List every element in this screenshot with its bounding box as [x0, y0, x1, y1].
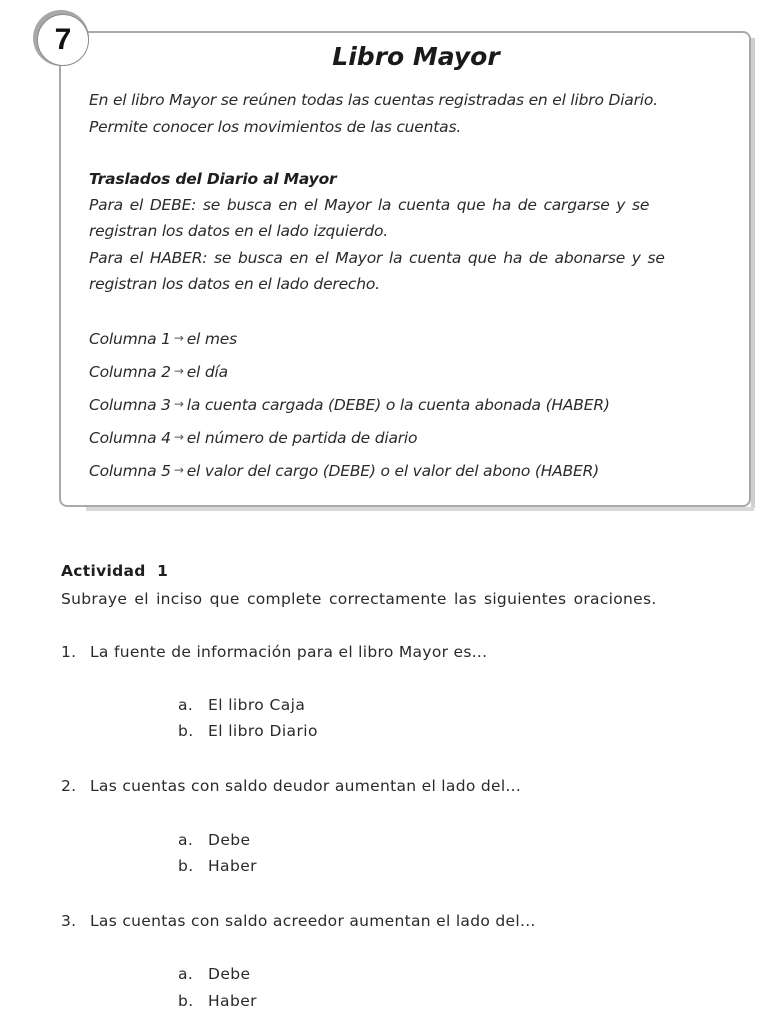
rules-line-4: registran los datos en el lado derecho.	[89, 275, 380, 293]
arrow-right-icon: →	[173, 331, 184, 345]
column-label: Columna 2	[89, 363, 171, 381]
option-letter: b.	[178, 722, 194, 740]
option-text[interactable]: Haber	[208, 992, 257, 1010]
question-2-option-a[interactable]	[178, 831, 250, 849]
question-3	[61, 912, 536, 930]
option-text[interactable]: Debe	[208, 965, 251, 983]
question-3-option-a[interactable]	[178, 965, 250, 983]
question-number: 3.	[61, 912, 77, 930]
column-desc: el mes	[186, 330, 237, 348]
arrow-right-icon: →	[173, 463, 184, 477]
option-letter: b.	[178, 992, 194, 1010]
column-label: Columna 3	[89, 396, 171, 414]
arrow-right-icon: →	[173, 364, 184, 378]
column-desc: el día	[186, 363, 228, 381]
column-item	[89, 330, 237, 348]
column-item	[89, 363, 228, 381]
option-letter: a.	[178, 965, 194, 983]
question-text: Las cuentas con saldo deudor aumentan el lado del...	[90, 777, 522, 795]
option-text[interactable]: El libro Caja	[208, 696, 306, 714]
option-text[interactable]: Haber	[208, 857, 257, 875]
rules-line-3: Para el HABER: se busca en el Mayor la cuenta que ha de abonarse y se	[89, 249, 665, 267]
rules-line-2: registran los datos en el lado izquierdo.	[89, 222, 388, 240]
option-letter: a.	[178, 831, 194, 849]
question-2	[61, 777, 521, 795]
column-desc: el número de partida de diario	[186, 429, 418, 447]
question-number: 2.	[61, 777, 77, 795]
column-label: Columna 5	[89, 462, 171, 480]
intro-line-2: Permite conocer los movimientos de las cuentas.	[89, 118, 462, 136]
info-box-shadow-bottom	[86, 507, 754, 511]
section-title: Libro Mayor	[332, 42, 500, 71]
question-text: Las cuentas con saldo acreedor aumentan el lado del...	[90, 912, 536, 930]
question-3-option-b[interactable]	[178, 992, 257, 1010]
question-1-option-a[interactable]	[178, 696, 305, 714]
section-number-badge: 7	[37, 14, 89, 66]
question-1	[61, 643, 487, 661]
activity-instruction: Subraye el inciso que complete correctamente las siguientes oraciones.	[61, 590, 657, 608]
question-1-option-b[interactable]	[178, 722, 318, 740]
column-item	[89, 462, 599, 480]
option-text[interactable]: Debe	[208, 831, 251, 849]
arrow-right-icon: →	[173, 397, 184, 411]
column-label: Columna 1	[89, 330, 171, 348]
intro-line-1: En el libro Mayor se reúnen todas las cuentas registradas en el libro Diario.	[89, 91, 658, 109]
option-text[interactable]: El libro Diario	[208, 722, 318, 740]
option-letter: a.	[178, 696, 194, 714]
rules-line-1: Para el DEBE: se busca en el Mayor la cuenta que ha de cargarse y se	[89, 196, 650, 214]
column-item	[89, 396, 610, 414]
column-desc: la cuenta cargada (DEBE) o la cuenta abonada (HABER)	[186, 396, 610, 414]
question-text: La fuente de información para el libro Mayor es...	[90, 643, 488, 661]
question-number: 1.	[61, 643, 77, 661]
question-2-option-b[interactable]	[178, 857, 257, 875]
arrow-right-icon: →	[173, 430, 184, 444]
column-desc: el valor del cargo (DEBE) o el valor del abono (HABER)	[186, 462, 600, 480]
activity-title: Actividad 1	[61, 562, 169, 580]
option-letter: b.	[178, 857, 194, 875]
column-item	[89, 429, 417, 447]
info-box-shadow-right	[751, 38, 755, 508]
column-label: Columna 4	[89, 429, 171, 447]
subheading: Traslados del Diario al Mayor	[89, 170, 337, 188]
